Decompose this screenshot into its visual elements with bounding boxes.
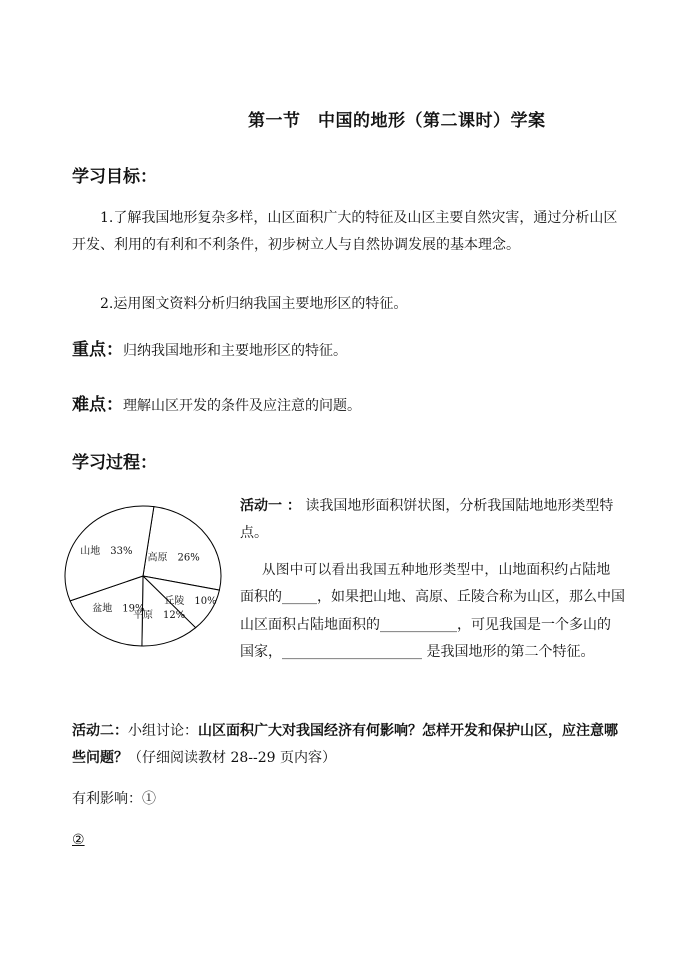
key-point xyxy=(72,337,347,365)
activity2-label: 活动二： xyxy=(72,723,128,739)
pie-slices xyxy=(65,506,221,646)
pie-slice-1 xyxy=(143,507,221,590)
favorable-label: 有利影响：① xyxy=(72,791,156,807)
pie-label-3: 平原 12% xyxy=(132,610,186,621)
pie-label-5: 山地 33% xyxy=(80,545,133,557)
pie-label-2: 丘陵 10% xyxy=(164,596,217,608)
activity2-text-a: 小组讨论： xyxy=(128,723,198,739)
key-point-label: 重点： xyxy=(72,340,123,360)
favorable-item-2: ② xyxy=(72,832,85,848)
pie-label-4: 盆地 19% xyxy=(92,603,145,615)
fill-line-4: 国家，____________________ 是我国地形的第二个特征。 xyxy=(240,644,595,660)
fill-line-1-rest: 山地面积约占陆地 xyxy=(498,562,611,578)
difficulty-text: 理解山区开发的条件及应注意的问题。 xyxy=(123,398,361,414)
process-heading: 学习过程： xyxy=(72,453,157,473)
pie-label-1: 高原 26% xyxy=(147,552,200,564)
activity2-text-c: （仔细阅读教材 28--29 页内容） xyxy=(128,750,336,766)
fill-line-2: 面积的_____，如果把山地、高原、丘陵合称为山区，那么中国 xyxy=(240,589,625,605)
activity2 xyxy=(72,718,624,772)
difficulty xyxy=(72,392,361,420)
fill-line-3: 山区面积占陆地面积的___________，可见我国是一个多山的 xyxy=(240,617,611,633)
activity1-intro xyxy=(240,493,625,547)
activity1-label: 活动一 ： xyxy=(240,498,301,514)
key-point-text: 归纳我国地形和主要地形区的特征。 xyxy=(123,343,347,359)
objectives-heading: 学习目标： xyxy=(72,167,157,187)
terrain-pie-chart xyxy=(62,503,224,649)
objective-2: 2.运用图文资料分析归纳我国主要地形区的特征。 xyxy=(100,296,408,312)
difficulty-label: 难点： xyxy=(72,395,123,415)
page-title: 第一节 中国的地形（第二课时）学案 xyxy=(248,111,546,131)
fill-line-1 xyxy=(262,557,610,584)
activity2-text-b: 山区面积广大对我国经济有何影响？怎样开发和保护山区，应注意哪些问题？ xyxy=(72,723,618,766)
fill-line-1-dotted: 从图中可以看出我国五种地形类型中， xyxy=(262,562,499,578)
objective-1: 1.了解我国地形复杂多样，山区面积广大的特征及山区主要自然灾害，通过分析山区开发、利用的有利和不利条件，初步树立人与自然协调发展的基本理念。 xyxy=(72,210,618,253)
activity1-text: 读我国地形面积饼状图，分析我国陆地地形类型特点。 xyxy=(240,498,614,541)
